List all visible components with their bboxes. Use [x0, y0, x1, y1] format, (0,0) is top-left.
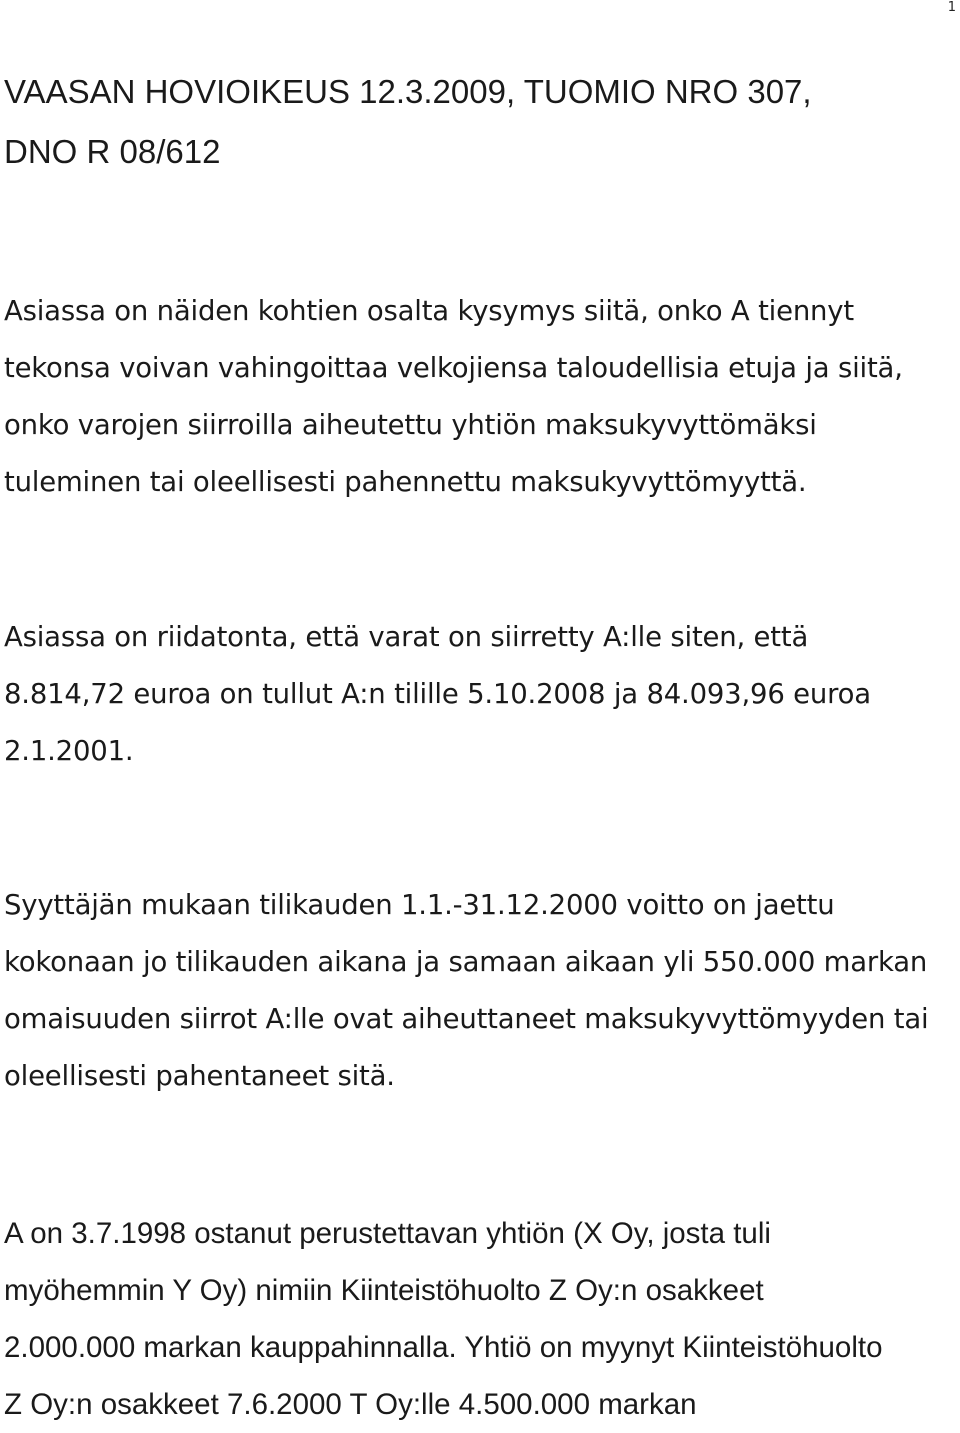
text-line: 2.1.2001. [4, 735, 134, 767]
text-line: 2.000.000 markan kauppahinnalla. Yhtiö on myynyt Kiinteistöhuolto [4, 1331, 883, 1364]
paragraph-prosecutor [4, 877, 958, 1105]
title-line: VAASAN HOVIOIKEUS 12.3.2009, TUOMIO NRO 307, [4, 73, 812, 110]
text-line: kokonaan jo tilikauden aikana ja samaan aikaan yli 550.000 markan [4, 946, 928, 978]
text-line: tekonsa voivan vahingoittaa velkojiensa taloudellisia etuja ja siitä, [4, 352, 903, 384]
text-line: Syyttäjän mukaan tilikauden 1.1.-31.12.2000 voitto on jaettu [4, 889, 835, 921]
paragraph-undisputed [4, 609, 958, 780]
text-line: Asiassa on riidatonta, että varat on siirretty A:lle siten, että [4, 621, 809, 653]
paragraph-facts [4, 1205, 958, 1433]
text-line: myöhemmin Y Oy) nimiin Kiinteistöhuolto Z Oy:n osakkeet [4, 1274, 764, 1307]
text-line: Asiassa on näiden kohtien osalta kysymys siitä, onko A tiennyt [4, 295, 854, 327]
paragraph-question [4, 283, 958, 511]
text-line: 8.814,72 euroa on tullut A:n tilille 5.10.2008 ja 84.093,96 euroa [4, 678, 871, 710]
title-line: DNO R 08/612 [4, 133, 221, 170]
text-line: tuleminen tai oleellisesti pahennettu maksukyvyttömyyttä. [4, 466, 807, 498]
text-line: omaisuuden siirrot A:lle ovat aiheuttaneet maksukyvyttömyyden tai [4, 1003, 929, 1035]
text-line: onko varojen siirroilla aiheutettu yhtiön maksukyvyttömäksi [4, 409, 817, 441]
text-line: Z Oy:n osakkeet 7.6.2000 T Oy:lle 4.500.000 markan [4, 1388, 697, 1421]
page-number: 1 [947, 0, 956, 15]
text-line: oleellisesti pahentaneet sitä. [4, 1060, 395, 1092]
document-title [4, 62, 954, 182]
text-line: A on 3.7.1998 ostanut perustettavan yhtiön (X Oy, josta tuli [4, 1217, 771, 1250]
